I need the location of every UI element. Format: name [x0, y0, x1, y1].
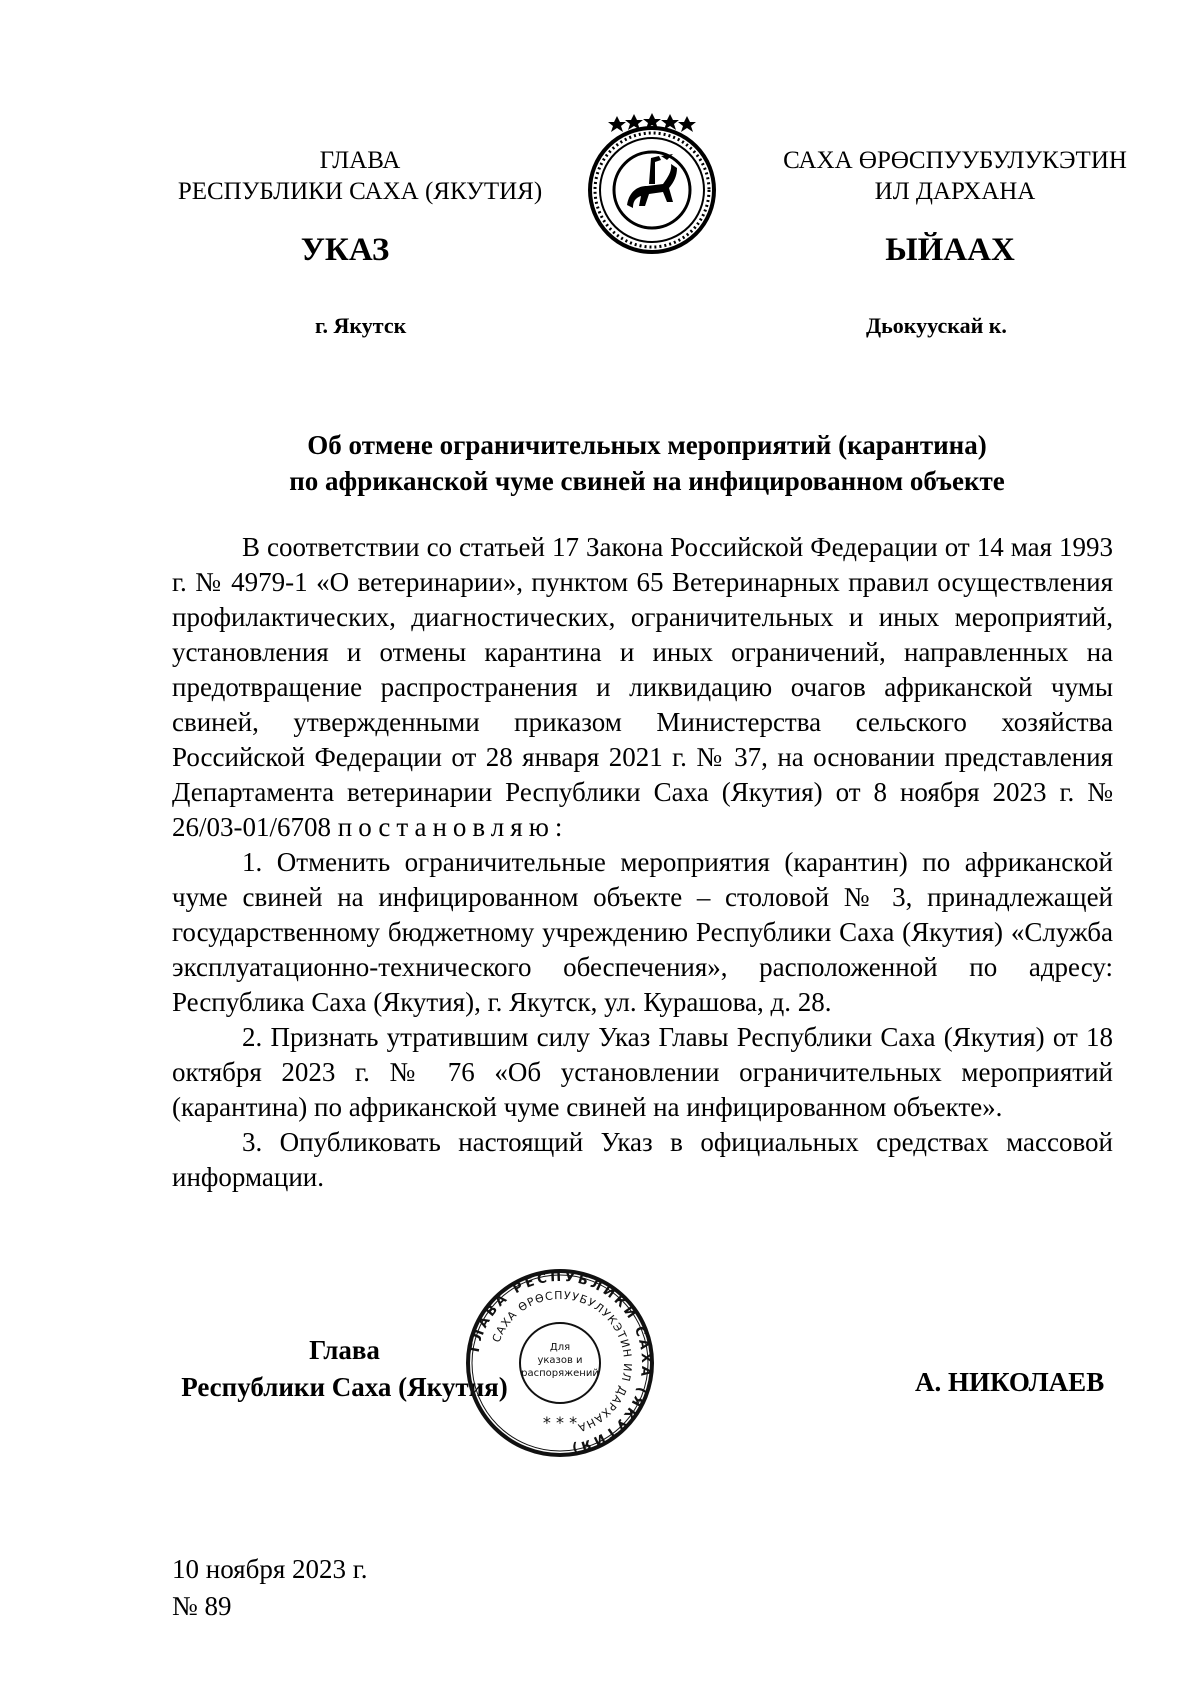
seal-center-line1: Для — [549, 1342, 571, 1353]
header-right-line2: ИЛ ДАРХАНА — [874, 178, 1036, 205]
signatory-name: А. НИКОЛАЕВ — [915, 1367, 1105, 1397]
decree-word: постановляю: — [337, 812, 569, 842]
header-left-line2: РЕСПУБЛИКИ САХА (ЯКУТИЯ) — [177, 178, 543, 205]
city-sah: Дьокуускай к. — [866, 313, 1007, 338]
signatory-title-line1: Глава — [309, 1335, 380, 1365]
seal-center-line2: указов и — [537, 1355, 583, 1366]
signatory-title-line2: Республики Саха (Якутия) — [181, 1372, 508, 1402]
city-ru: г. Якутск — [315, 313, 407, 338]
decree-heading-ru: УКАЗ — [300, 232, 390, 268]
item-2: 2. Признать утратившим силу Указ Главы Республики Саха (Якутия) от 18 октября 2023 г. № 76 «Об установлении ограничительных мероприятий (карантина) по африканской чуме свиней на инфицированном объекте». — [172, 1022, 1113, 1122]
document-footer — [172, 1551, 368, 1625]
document-title — [172, 427, 1122, 499]
header-right-line1: САХА ӨРӨСПУУБУЛУКЭТИН — [783, 147, 1127, 174]
preamble-paragraph — [172, 530, 1113, 845]
header-right — [765, 145, 1145, 207]
document-date: 10 ноября 2023 г. — [172, 1554, 368, 1584]
seal-outer-text: ГЛАВА РЕСПУБЛИКИ САХА (ЯКУТИЯ) — [467, 1269, 654, 1456]
header-left-line1: ГЛАВА — [319, 147, 401, 174]
title-line2: по африканской чуме свиней на инфицированном объекте — [289, 466, 1005, 496]
title-line1: Об отмене ограничительных мероприятий (карантина) — [307, 430, 987, 460]
document-body — [172, 530, 1113, 1195]
decree-heading-sah: ЫЙААХ — [885, 232, 1015, 268]
document-number: № 89 — [172, 1591, 232, 1621]
official-seal — [460, 1268, 660, 1458]
header-left — [150, 145, 570, 207]
item-1: 1. Отменить ограничительные мероприятия (карантин) по африканской чуме свиней на инфицированном объекте – столовой № 3, принадлежащей государственному бюджетному учреждению Республики Саха (Якутия) «Служба эксплуатационно-технического обеспечения», расположенной по адресу: Республика Саха (Якутия), г. Якутск, ул. Курашова, д. 28. — [172, 847, 1113, 1017]
seal-stars: * * * — [542, 1413, 578, 1432]
item-3: 3. Опубликовать настоящий Указ в официальных средствах массовой информации. — [172, 1127, 1113, 1192]
seal-inner-ring-text: САХА ӨРӨСПУУБУЛУКЭТИН ИЛ ДАРХАНА — [489, 1288, 635, 1435]
coat-of-arms-emblem — [577, 110, 727, 258]
seal-center-line3: распоряжений — [521, 1368, 599, 1379]
preamble-text: В соответствии со статьей 17 Закона Российской Федерации от 14 мая 1993 г. № 4979-1 «О ветеринарии», пунктом 65 Ветеринарных правил осуществления профилактических, диагностических, ограничительных и иных мероприятий, установления и отмены карантина и иных ограничений, направленных на предотвращение распространения и ликвидацию очагов африканской чумы свиней, утвержденными приказом Министерства сельского хозяйства Российской Федерации от 28 января 2021 г. № 37, на основании представления Департамента ветеринарии Республики Саха (Якутия) от 8 ноября 2023 г. № 26/03-01/6708 — [172, 532, 1113, 842]
